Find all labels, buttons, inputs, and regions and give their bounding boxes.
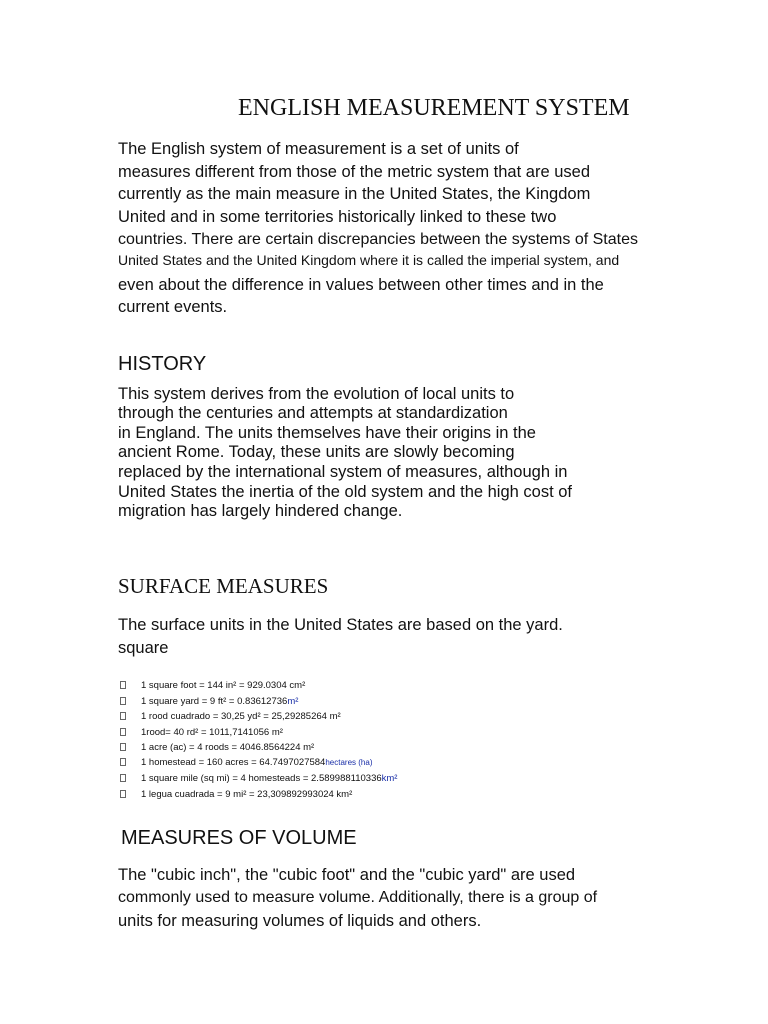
list-item-text: 1 rood cuadrado = 30,25 yd² = 25,29285264 m² <box>141 710 341 722</box>
intro-line: current events. <box>118 298 228 316</box>
volume-line: units for measuring volumes of liquids and others. <box>118 912 482 930</box>
list-item <box>120 740 314 754</box>
surface-heading: SURFACE MEASURES <box>118 574 329 598</box>
surface-line: The surface units in the United States are based on the yard. <box>118 616 563 634</box>
list-item-text: 1 square foot = 144 in² = 929.0304 cm² <box>141 679 306 691</box>
bullet-icon <box>120 712 126 720</box>
list-item-suffix: km² <box>381 772 398 784</box>
volume-line: commonly used to measure volume. Additionally, there is a group of <box>118 889 598 906</box>
history-line: United States the inertia of the old system and the high cost of <box>118 483 573 501</box>
list-item <box>120 694 298 708</box>
bullet-icon <box>120 758 126 766</box>
list-item-text: 1 square yard = 9 ft² = 0.83612736 <box>141 695 288 707</box>
document-title: ENGLISH MEASUREMENT SYSTEM <box>238 95 630 121</box>
intro-line: United and in some territories historically linked to these two <box>118 208 557 226</box>
intro-line: United States and the United Kingdom where it is called the imperial system, and <box>118 252 620 268</box>
list-item-text: 1rood= 40 rd² = 1011,7141056 m² <box>141 726 283 738</box>
history-line: This system derives from the evolution of local units to <box>118 385 515 403</box>
list-item <box>120 725 283 739</box>
volume-heading: MEASURES OF VOLUME <box>121 827 357 849</box>
bullet-icon <box>120 774 126 782</box>
bullet-icon <box>120 743 126 751</box>
list-item-text: 1 legua cuadrada = 9 mi² = 23,309892993024 km² <box>141 788 353 800</box>
list-item <box>120 771 397 785</box>
list-item <box>120 755 372 769</box>
list-item-suffix: m² <box>287 695 299 707</box>
history-line: in England. The units themselves have their origins in the <box>118 424 536 442</box>
history-line: through the centuries and attempts at standardization <box>118 404 508 422</box>
intro-line: even about the difference in values between other times and in the <box>118 276 604 294</box>
bullet-icon <box>120 681 126 689</box>
intro-line: The English system of measurement is a set of units of <box>118 140 519 158</box>
history-line: ancient Rome. Today, these units are slowly becoming <box>118 443 515 461</box>
history-line: migration has largely hindered change. <box>118 502 403 520</box>
intro-line: currently as the main measure in the United States, the Kingdom <box>118 185 591 203</box>
list-item-text: 1 homestead = 160 acres = 64.7497027584 <box>141 756 326 768</box>
list-item <box>120 787 352 801</box>
surface-line: square <box>118 639 169 657</box>
list-item <box>120 709 341 723</box>
intro-line: countries. There are certain discrepancies between the systems of States <box>118 231 638 248</box>
list-item-text: 1 square mile (sq mi) = 4 homesteads = 2.589988110336 <box>141 772 382 784</box>
history-heading: HISTORY <box>118 353 207 375</box>
bullet-icon <box>120 790 126 798</box>
list-item <box>120 678 305 692</box>
list-item-suffix: hectares (ha) <box>325 757 373 767</box>
bullet-icon <box>120 697 126 705</box>
bullet-icon <box>120 728 126 736</box>
volume-line: The "cubic inch", the "cubic foot" and the "cubic yard" are used <box>118 866 576 884</box>
intro-line: measures different from those of the metric system that are used <box>118 163 590 181</box>
history-line: replaced by the international system of measures, although in <box>118 463 568 481</box>
list-item-text: 1 acre (ac) = 4 roods = 4046.8564224 m² <box>141 741 315 753</box>
